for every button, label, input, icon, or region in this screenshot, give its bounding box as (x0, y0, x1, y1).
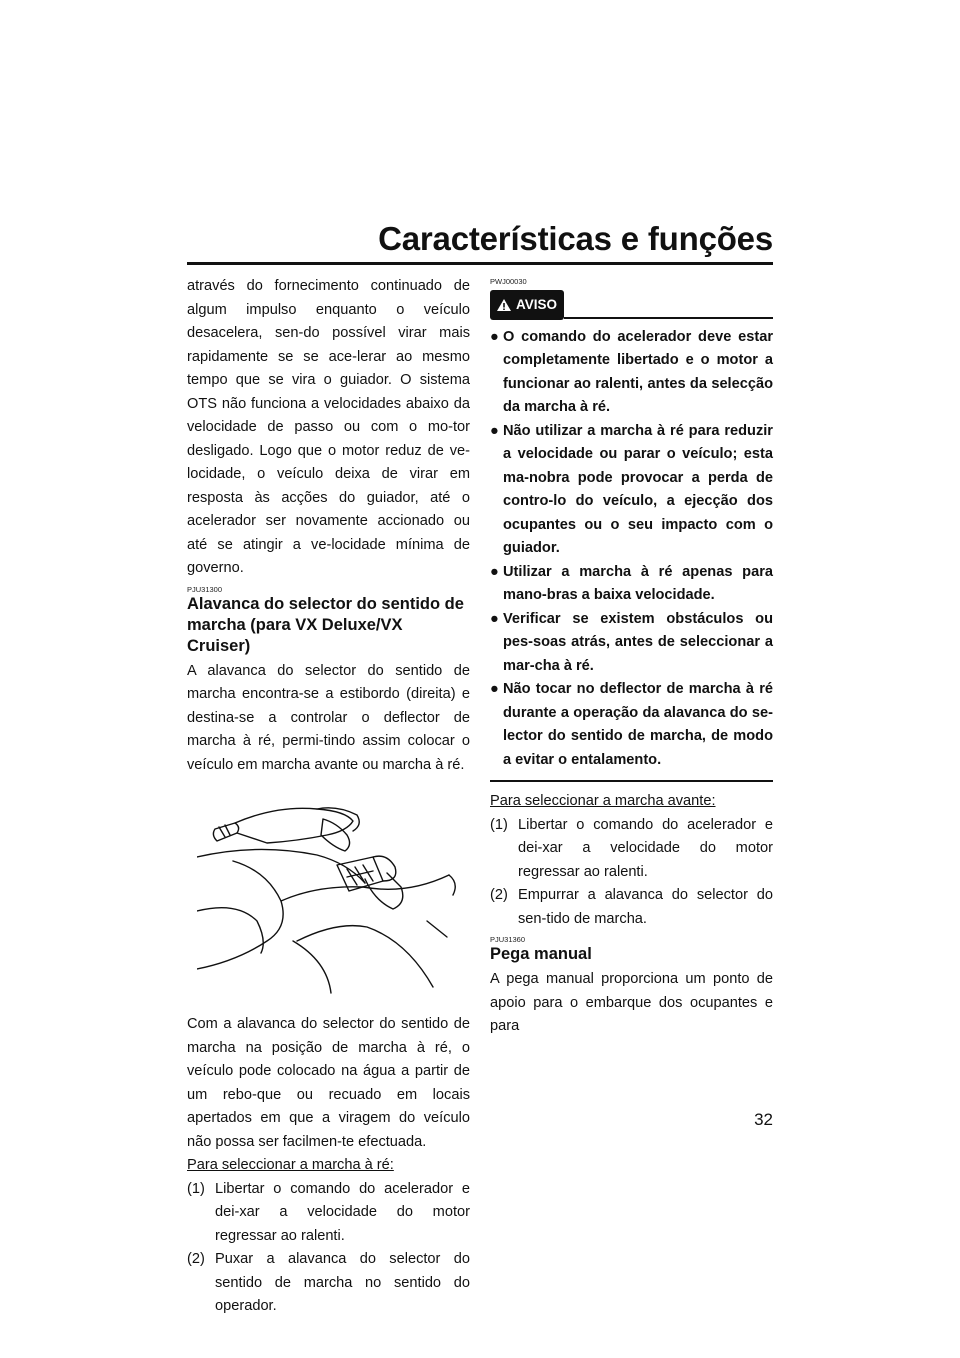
warning-code: PWJ00030 (490, 277, 527, 286)
bullet-icon: ● (490, 563, 499, 580)
step-text: Libertar o comando do acelerador e dei-xar a velocidade do motor regressar ao ralenti. (215, 1180, 470, 1244)
section-title: Alavanca do selector do sentido de marcha (para VX Deluxe/VX Cruiser) (187, 594, 464, 655)
warning-label: AVISO (516, 297, 558, 312)
reverse-step (187, 1178, 470, 1249)
warning-item: ● Não utilizar a marcha à ré para reduzir a velocidade ou parar o veículo; esta ma-nobra pode provocar a perda de contro-lo do veículo, a ejecção dos ocupantes ou o seu impacto com o guiador. (490, 420, 773, 561)
page-title: Características e funções (378, 220, 773, 257)
grip-paragraph: A pega manual proporciona um ponto de apoio para o embarque dos ocupantes e para (490, 971, 773, 1034)
warning-bottom-rule (490, 780, 773, 782)
intro-paragraph: através do fornecimento continuado de algum impulso enquanto o veículo desacelera, sen-do possível virar mais rapidamente se se ace-lerar ao mesmo tempo que se vira o guiador. O sistema OTS não funciona a velocidades abaixo da velocidade de passo ou com o mo-tor desligado. Logo que o motor reduz de ve-locidade, o veículo deixa de virar em resposta às acções do guiador, até o acelerador ser novamente accionado ou até se atingir a ve-locidade mínima de governo. (187, 278, 470, 576)
warning-header (490, 290, 773, 320)
warning-item: ● Verificar se existem obstáculos ou pes-soas atrás, antes de seleccionar a mar-cha à ré. (490, 608, 773, 679)
warning-triangle-icon (496, 298, 512, 312)
selector-lever-illustration (187, 791, 470, 1001)
warning-item: ● Não tocar no deflector de marcha à ré durante a operação da alavanca do se-lector do sentido de marcha, de modo a evitar o entalamento. (490, 678, 773, 772)
grip-section-code: PJU31360 (490, 935, 526, 944)
header-rule (187, 262, 773, 265)
step-number: (2) (490, 887, 508, 903)
forward-step (490, 814, 773, 885)
grip-section-title: Pega manual (490, 945, 592, 963)
step-text: Puxar a alavanca do selector do sentido de marcha no sentido do operador. (215, 1251, 470, 1314)
step-number: (2) (187, 1251, 205, 1267)
warning-badge (490, 290, 564, 320)
bullet-icon: ● (490, 681, 499, 697)
warning-item: ● O comando do acelerador deve estar completamente libertado e o motor a funcionar ao ralenti, antes da selecção da marcha à ré. (490, 326, 773, 420)
bullet-icon: ● (490, 422, 499, 439)
step-number: (1) (490, 816, 508, 833)
warning-top-rule (564, 317, 773, 319)
step-text: Libertar o comando do acelerador e dei-xar a velocidade do motor regressar ao ralenti. (518, 816, 773, 880)
reverse-heading: Para seleccionar a marcha à ré: (187, 1157, 394, 1173)
bullet-icon: ● (490, 328, 499, 345)
warning-item: ● Utilizar a marcha à ré apenas para mano-bras a baixa velocidade. (490, 561, 773, 608)
page-number: 32 (754, 1110, 773, 1129)
step-number: (1) (187, 1180, 205, 1197)
forward-step (490, 884, 773, 931)
step-text: Empurrar a alavanca do selector do sen-tido de marcha. (518, 887, 773, 927)
right-column (490, 275, 773, 1039)
section-code: PJU31300 (187, 584, 223, 594)
bullet-icon: ● (490, 610, 499, 627)
forward-heading: Para seleccionar a marcha avante: (490, 793, 716, 809)
reverse-step (187, 1248, 470, 1319)
section-paragraph: A alavanca do selector do sentido de marcha encontra-se a estibordo (direita) e destina-se a controlar o deflector de marcha à ré, permi-tindo assim colocar o veículo em marcha avante ou marcha à ré. (187, 662, 470, 773)
reverse-description: Com a alavanca do selector do sentido de marcha na posição de marcha à ré, o veículo pode colocado na água a partir de um rebo-que ou recuado em locais apertados em que a viragem do veículo não possa ser facilmen-te efectuada. (187, 1016, 470, 1150)
left-column (187, 275, 470, 1319)
warning-list (490, 326, 773, 773)
